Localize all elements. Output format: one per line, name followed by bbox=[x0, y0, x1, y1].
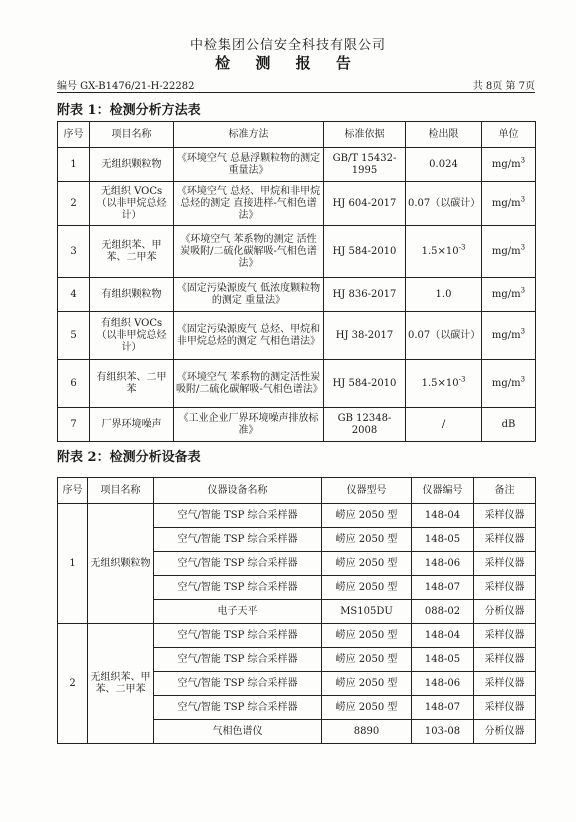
item-name: 无组织颗粒物 bbox=[90, 148, 174, 182]
unit bbox=[482, 312, 536, 360]
standard-basis: HJ 584-2010 bbox=[324, 226, 406, 278]
detection-limit bbox=[406, 226, 482, 278]
row-number: 3 bbox=[58, 226, 90, 278]
standard-method: 《环境空气 总悬浮颗粒物的测定 重量法》 bbox=[174, 148, 324, 182]
table1-header: 序号 bbox=[58, 122, 90, 148]
standard-basis: GB 12348-2008 bbox=[324, 408, 406, 442]
equipment-id: 148-07 bbox=[412, 696, 474, 720]
report-number: 编号 GX-B1476/21-H-22282 bbox=[57, 81, 195, 92]
equipment-model: 崂应 2050 型 bbox=[322, 696, 412, 720]
group-item-name: 无组织颗粒物 bbox=[88, 504, 154, 624]
header-divider bbox=[57, 92, 535, 93]
standard-basis: HJ 584-2010 bbox=[324, 360, 406, 408]
equipment-model: 崂应 2050 型 bbox=[322, 504, 412, 528]
equipment-name: 空气/智能 TSP 综合采样器 bbox=[154, 624, 322, 648]
equipment-model: 8890 bbox=[322, 720, 412, 744]
unit: dB bbox=[482, 408, 536, 442]
equipment-model: 崂应 2050 型 bbox=[322, 624, 412, 648]
group-item-name: 无组织苯、甲苯、二甲苯 bbox=[88, 624, 154, 744]
row-number: 4 bbox=[58, 278, 90, 312]
equipment-model: 崂应 2050 型 bbox=[322, 576, 412, 600]
equipment-name: 空气/智能 TSP 综合采样器 bbox=[154, 552, 322, 576]
limit-text: 1.5×10 bbox=[421, 377, 459, 389]
table-row bbox=[58, 360, 536, 408]
standard-method: 《环境空气 苯系物的测定 活性炭吸附/二硫化碳解吸-气相色谱法》 bbox=[174, 226, 324, 278]
equipment-id: 148-06 bbox=[412, 672, 474, 696]
row-number: 2 bbox=[58, 182, 90, 226]
detection-limit: 0.07（以碳计） bbox=[406, 312, 482, 360]
detection-limit: 0.024 bbox=[406, 148, 482, 182]
group-number: 1 bbox=[58, 504, 88, 624]
table-row bbox=[58, 312, 536, 360]
item-name: 有组织颗粒物 bbox=[90, 278, 174, 312]
item-name: 无组织苯、甲苯、二甲苯 bbox=[90, 226, 174, 278]
item-name: 有组织苯、二甲苯 bbox=[90, 360, 174, 408]
standard-basis: HJ 836-2017 bbox=[324, 278, 406, 312]
table-row bbox=[58, 408, 536, 442]
equipment-id: 148-04 bbox=[412, 504, 474, 528]
table1-header-row bbox=[58, 122, 536, 148]
equipment-model: 崂应 2050 型 bbox=[322, 552, 412, 576]
equipment-table bbox=[57, 477, 536, 744]
report-title: 检 测 报 告 bbox=[215, 54, 361, 72]
equipment-note: 分析仪器 bbox=[474, 720, 536, 744]
unit-superscript: 3 bbox=[520, 243, 526, 252]
equipment-name: 空气/智能 TSP 综合采样器 bbox=[154, 648, 322, 672]
method-table bbox=[57, 121, 536, 442]
table1-header: 标准方法 bbox=[174, 122, 324, 148]
table-row bbox=[58, 148, 536, 182]
equipment-id: 148-05 bbox=[412, 648, 474, 672]
equipment-model: 崂应 2050 型 bbox=[322, 672, 412, 696]
table1-header: 标准依据 bbox=[324, 122, 406, 148]
equipment-name: 空气/智能 TSP 综合采样器 bbox=[154, 504, 322, 528]
detection-limit: 1.0 bbox=[406, 278, 482, 312]
unit bbox=[482, 182, 536, 226]
equipment-note: 采样仪器 bbox=[474, 504, 536, 528]
equipment-note: 采样仪器 bbox=[474, 552, 536, 576]
standard-basis: GB/T 15432-1995 bbox=[324, 148, 406, 182]
unit bbox=[482, 278, 536, 312]
item-name: 厂界环境噪声 bbox=[90, 408, 174, 442]
unit bbox=[482, 360, 536, 408]
table2-header: 序号 bbox=[58, 478, 88, 504]
table1-header: 检出限 bbox=[406, 122, 482, 148]
limit-superscript: -3 bbox=[458, 375, 466, 384]
table2-title: 附表 2：检测分析设备表 bbox=[57, 450, 201, 465]
unit-superscript: 3 bbox=[520, 195, 526, 204]
equipment-note: 采样仪器 bbox=[474, 696, 536, 720]
row-number: 7 bbox=[58, 408, 90, 442]
equipment-name: 空气/智能 TSP 综合采样器 bbox=[154, 528, 322, 552]
equipment-id: 103-08 bbox=[412, 720, 474, 744]
table2-header: 仪器设备名称 bbox=[154, 478, 322, 504]
table2-header-row bbox=[58, 478, 536, 504]
standard-method: 《固定污染源废气 低浓度颗粒物的测定 重量法》 bbox=[174, 278, 324, 312]
table2-header: 备注 bbox=[474, 478, 536, 504]
equipment-name: 空气/智能 TSP 综合采样器 bbox=[154, 672, 322, 696]
company-name: 中检集团公信安全科技有限公司 bbox=[189, 38, 386, 53]
equipment-id: 148-07 bbox=[412, 576, 474, 600]
item-name: 无组织 VOCs（以非甲烷总烃计） bbox=[90, 182, 174, 226]
table2-header: 仪器型号 bbox=[322, 478, 412, 504]
unit-text: mg/m bbox=[491, 158, 521, 170]
unit-text: mg/m bbox=[491, 329, 521, 341]
table-row bbox=[58, 278, 536, 312]
standard-method: 《环境空气 总烃、甲烷和非甲烷总烃的测定 直接进样-气相色谱法》 bbox=[174, 182, 324, 226]
unit-text: mg/m bbox=[491, 245, 521, 257]
table2-header: 仪器编号 bbox=[412, 478, 474, 504]
unit-text: mg/m bbox=[491, 197, 521, 209]
detection-limit: / bbox=[406, 408, 482, 442]
table1-header: 项目名称 bbox=[90, 122, 174, 148]
detection-limit bbox=[406, 360, 482, 408]
equipment-id: 148-04 bbox=[412, 624, 474, 648]
unit-superscript: 3 bbox=[520, 286, 526, 295]
standard-basis: HJ 604-2017 bbox=[324, 182, 406, 226]
standard-method: 《环境空气 苯系物的测定活性炭吸附/二硫化碳解吸-气相色谱法》 bbox=[174, 360, 324, 408]
table-row bbox=[58, 182, 536, 226]
unit bbox=[482, 148, 536, 182]
equipment-model: 崂应 2050 型 bbox=[322, 648, 412, 672]
equipment-name: 空气/智能 TSP 综合采样器 bbox=[154, 576, 322, 600]
unit-superscript: 3 bbox=[520, 375, 526, 384]
group-number: 2 bbox=[58, 624, 88, 744]
equipment-note: 分析仪器 bbox=[474, 600, 536, 624]
table2-header: 项目名称 bbox=[88, 478, 154, 504]
equipment-name: 气相色谱仪 bbox=[154, 720, 322, 744]
equipment-note: 采样仪器 bbox=[474, 672, 536, 696]
limit-superscript: -3 bbox=[458, 243, 466, 252]
page-indicator: 共 8页 第 7页 bbox=[472, 81, 535, 92]
equipment-model: 崂应 2050 型 bbox=[322, 528, 412, 552]
unit-text: mg/m bbox=[491, 377, 521, 389]
standard-method: 《固定污染源废气 总烃、甲烷和非甲烷总烃的测定 气相色谱法》 bbox=[174, 312, 324, 360]
detection-limit: 0.07（以碳计） bbox=[406, 182, 482, 226]
equipment-note: 采样仪器 bbox=[474, 576, 536, 600]
unit bbox=[482, 226, 536, 278]
table-row bbox=[58, 504, 536, 528]
unit-superscript: 3 bbox=[520, 327, 526, 336]
row-number: 6 bbox=[58, 360, 90, 408]
equipment-id: 088-02 bbox=[412, 600, 474, 624]
unit-text: mg/m bbox=[491, 288, 521, 300]
equipment-name: 空气/智能 TSP 综合采样器 bbox=[154, 696, 322, 720]
limit-text: 1.5×10 bbox=[421, 245, 459, 257]
table1-title: 附表 1：检测分析方法表 bbox=[57, 103, 201, 118]
equipment-note: 采样仪器 bbox=[474, 528, 536, 552]
row-number: 1 bbox=[58, 148, 90, 182]
table1-header: 单位 bbox=[482, 122, 536, 148]
row-number: 5 bbox=[58, 312, 90, 360]
equipment-model: MS105DU bbox=[322, 600, 412, 624]
equipment-id: 148-05 bbox=[412, 528, 474, 552]
item-name: 有组织 VOCs（以非甲烷总烃计） bbox=[90, 312, 174, 360]
table-row bbox=[58, 226, 536, 278]
standard-method: 《工业企业厂界环境噪声排放标准》 bbox=[174, 408, 324, 442]
equipment-id: 148-06 bbox=[412, 552, 474, 576]
report-meta bbox=[57, 77, 535, 92]
equipment-note: 采样仪器 bbox=[474, 648, 536, 672]
equipment-note: 采样仪器 bbox=[474, 624, 536, 648]
standard-basis: HJ 38-2017 bbox=[324, 312, 406, 360]
equipment-name: 电子天平 bbox=[154, 600, 322, 624]
table-row bbox=[58, 624, 536, 648]
unit-superscript: 3 bbox=[520, 156, 526, 165]
